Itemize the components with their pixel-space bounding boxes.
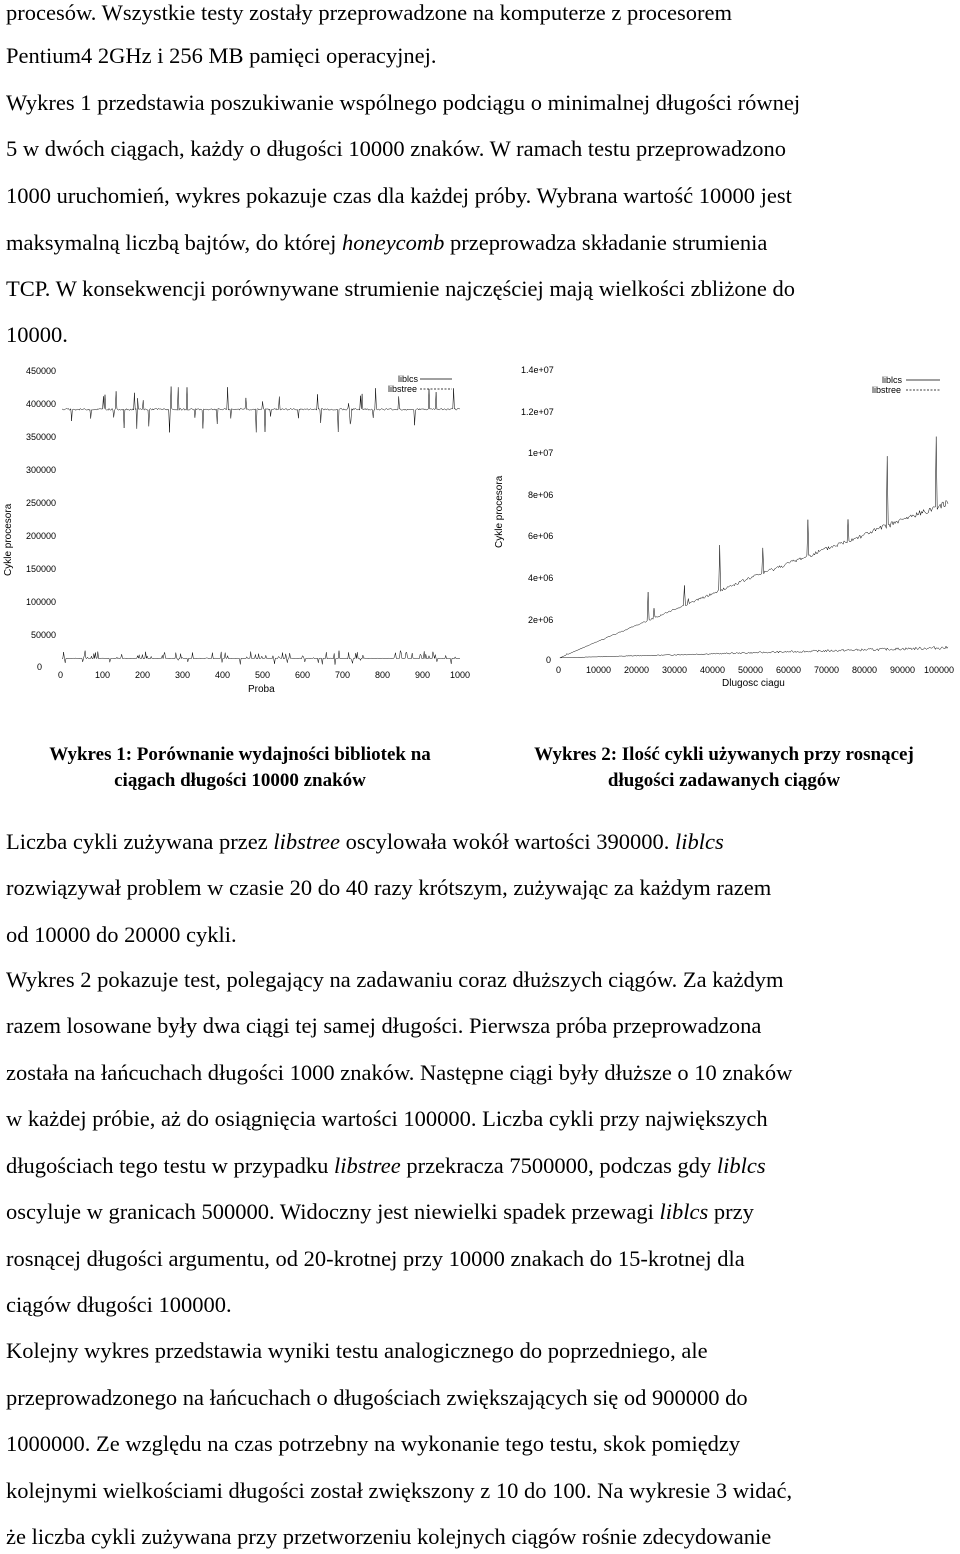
y-tick-label: 450000 bbox=[26, 366, 57, 376]
text-line bbox=[6, 1151, 766, 1181]
legend-label: libstree bbox=[872, 385, 902, 395]
y-tick-label: 0 bbox=[546, 655, 552, 665]
italic-term: liblcs bbox=[674, 829, 724, 854]
text-span: Liczba cykli zużywana przez bbox=[6, 829, 274, 854]
x-tick-label: 200 bbox=[135, 670, 151, 680]
x-tick-label: 100 bbox=[95, 670, 111, 680]
x-tick-label: 400 bbox=[215, 670, 231, 680]
legend-label: liblcs bbox=[882, 375, 903, 385]
italic-term: liblcs bbox=[659, 1199, 709, 1224]
italic-term: liblcs bbox=[716, 1153, 766, 1178]
text-line: ciągów długości 100000. bbox=[6, 1292, 232, 1317]
text-line: rosnącej długości argumentu, od 20-krotnej przy 10000 znakach do 15-krotnej dla bbox=[6, 1246, 745, 1271]
chart-2-xticks bbox=[556, 665, 954, 675]
x-tick-label: 70000 bbox=[814, 665, 840, 675]
text-line: 5 w dwóch ciągach, każdy o długości 10000 znaków. W ramach testu przeprowadzono bbox=[6, 136, 786, 161]
italic-term: libstree bbox=[334, 1153, 401, 1178]
text-line: że liczba cykli zużywana przy przetworzeniu kolejnych ciągów rośnie zdecydowanie bbox=[6, 1524, 772, 1549]
text-line: Kolejny wykres przedstawia wyniki testu analogicznego do poprzedniego, ale bbox=[6, 1338, 708, 1363]
x-tick-label: 900 bbox=[415, 670, 431, 680]
y-tick-label: 350000 bbox=[26, 432, 57, 442]
text-span: oscylowała wokół wartości 390000. bbox=[340, 829, 675, 854]
text-line: TCP. W konsekwencji porównywane strumienie najczęściej mają wielkości zbliżone do bbox=[6, 276, 795, 301]
series-line-liblcs bbox=[560, 646, 948, 658]
y-tick-label: 2e+06 bbox=[528, 615, 554, 625]
y-tick-label: 300000 bbox=[26, 465, 57, 475]
x-axis-label: Proba bbox=[248, 684, 275, 695]
chart-2-yticks bbox=[521, 365, 554, 665]
chart-2-plot bbox=[560, 437, 948, 658]
caption-line: ciągach długości 10000 znaków bbox=[114, 770, 366, 791]
x-tick-label: 90000 bbox=[890, 665, 916, 675]
x-tick-label: 0 bbox=[58, 670, 64, 680]
x-tick-label: 800 bbox=[375, 670, 391, 680]
caption-line: długości zadawanych ciągów bbox=[607, 770, 841, 791]
chart-2 bbox=[490, 358, 960, 698]
series-line-liblcs bbox=[62, 651, 460, 665]
caption-line: Wykres 2: Ilość cykli używanych przy rosnącej bbox=[534, 744, 914, 765]
x-tick-label: 80000 bbox=[852, 665, 878, 675]
text-line: Wykres 1 przedstawia poszukiwanie wspólnego podciągu o minimalnej długości równej bbox=[6, 90, 801, 115]
text-span: przekracza 7500000, podczas gdy bbox=[400, 1153, 717, 1178]
italic-term: honeycomb bbox=[341, 230, 445, 255]
text-line: procesów. Wszystkie testy zostały przeprowadzone na komputerze z procesorem bbox=[6, 0, 732, 25]
x-tick-label: 50000 bbox=[738, 665, 764, 675]
text-span: przy bbox=[708, 1199, 754, 1224]
text-line: rozwiązywał problem w czasie 20 do 40 razy krótszym, zużywając za każdym razem bbox=[6, 875, 772, 900]
text-span: długościach tego testu w przypadku bbox=[6, 1153, 335, 1178]
legend-label: liblcs bbox=[398, 374, 419, 384]
x-tick-label: 20000 bbox=[624, 665, 650, 675]
caption-line: Wykres 1: Porównanie wydajności bibliotek na bbox=[49, 744, 431, 765]
text-line: 1000 uruchomień, wykres pokazuje czas dla każdej próby. Wybrana wartość 10000 jest bbox=[6, 183, 792, 208]
chart-1-plot bbox=[62, 387, 460, 665]
x-tick-label: 700 bbox=[335, 670, 351, 680]
text-line: Pentium4 2GHz i 256 MB pamięci operacyjnej. bbox=[6, 43, 437, 68]
x-axis-label: Dlugosc ciagu bbox=[722, 678, 785, 689]
y-tick-label: 1.4e+07 bbox=[521, 365, 554, 375]
x-tick-label: 30000 bbox=[662, 665, 688, 675]
x-tick-label: 1000 bbox=[450, 670, 471, 680]
y-tick-label: 200000 bbox=[26, 531, 57, 541]
text-line: przeprowadzonego na łańcuchach o długościach zwiększających się od 900000 do bbox=[6, 1385, 748, 1410]
text-line: 1000000. Ze względu na czas potrzebny na wykonanie tego testu, skok pomiędzy bbox=[6, 1431, 741, 1456]
chart-1-xticks bbox=[58, 670, 470, 680]
text-line: razem losowane były dwa ciągi tej samej długości. Pierwsza próba przeprowadzona bbox=[6, 1013, 762, 1038]
text-line: została na łańcuchach długości 1000 znaków. Następne ciągi były dłuższe o 10 znaków bbox=[6, 1060, 793, 1085]
text-line bbox=[6, 228, 767, 258]
text-line bbox=[6, 1197, 754, 1227]
text-line bbox=[6, 827, 724, 857]
text-span: oscyluje w granicach 500000. Widoczny jest niewielki spadek przewagi bbox=[6, 1199, 660, 1224]
x-tick-label: 60000 bbox=[776, 665, 802, 675]
y-tick-label: 1e+07 bbox=[528, 448, 554, 458]
x-tick-label: 100000 bbox=[924, 665, 955, 675]
y-tick-label: 0 bbox=[37, 662, 43, 672]
x-tick-label: 600 bbox=[295, 670, 311, 680]
text-line: 10000. bbox=[6, 322, 68, 347]
x-tick-label: 500 bbox=[255, 670, 271, 680]
x-tick-label: 0 bbox=[556, 665, 562, 675]
y-axis-label: Cykle procesora bbox=[3, 503, 14, 576]
y-tick-label: 8e+06 bbox=[528, 490, 554, 500]
italic-term: libstree bbox=[273, 829, 340, 854]
text-line: kolejnymi wielkościami długości został zwiększony z 10 do 100. Na wykresie 3 widać, bbox=[6, 1478, 793, 1503]
legend-label: libstree bbox=[388, 384, 418, 394]
series-line-libstree bbox=[560, 437, 948, 658]
y-tick-label: 1.2e+07 bbox=[521, 407, 554, 417]
chart-1 bbox=[0, 358, 480, 698]
figure-caption-1 bbox=[0, 742, 480, 794]
figure-caption-2 bbox=[488, 742, 960, 794]
text-line: Wykres 2 pokazuje test, polegający na zadawaniu coraz dłuższych ciągów. Za każdym bbox=[6, 967, 784, 992]
y-tick-label: 4e+06 bbox=[528, 573, 554, 583]
chart-1-yticks bbox=[26, 366, 56, 672]
text-line: w każdej próbie, aż do osiągnięcia wartości 100000. Liczba cykli przy największych bbox=[6, 1106, 768, 1131]
y-tick-label: 6e+06 bbox=[528, 531, 554, 541]
y-tick-label: 250000 bbox=[26, 498, 57, 508]
y-tick-label: 100000 bbox=[26, 597, 57, 607]
y-tick-label: 50000 bbox=[31, 630, 57, 640]
text-span: maksymalną liczbą bajtów, do której bbox=[6, 230, 342, 255]
text-line: od 10000 do 20000 cykli. bbox=[6, 922, 237, 947]
y-tick-label: 400000 bbox=[26, 399, 57, 409]
x-tick-label: 10000 bbox=[586, 665, 612, 675]
text-span: przeprowadza składanie strumienia bbox=[444, 230, 768, 255]
y-axis-label: Cykle procesora bbox=[494, 475, 505, 548]
x-tick-label: 300 bbox=[175, 670, 191, 680]
x-tick-label: 40000 bbox=[700, 665, 726, 675]
y-tick-label: 150000 bbox=[26, 564, 57, 574]
